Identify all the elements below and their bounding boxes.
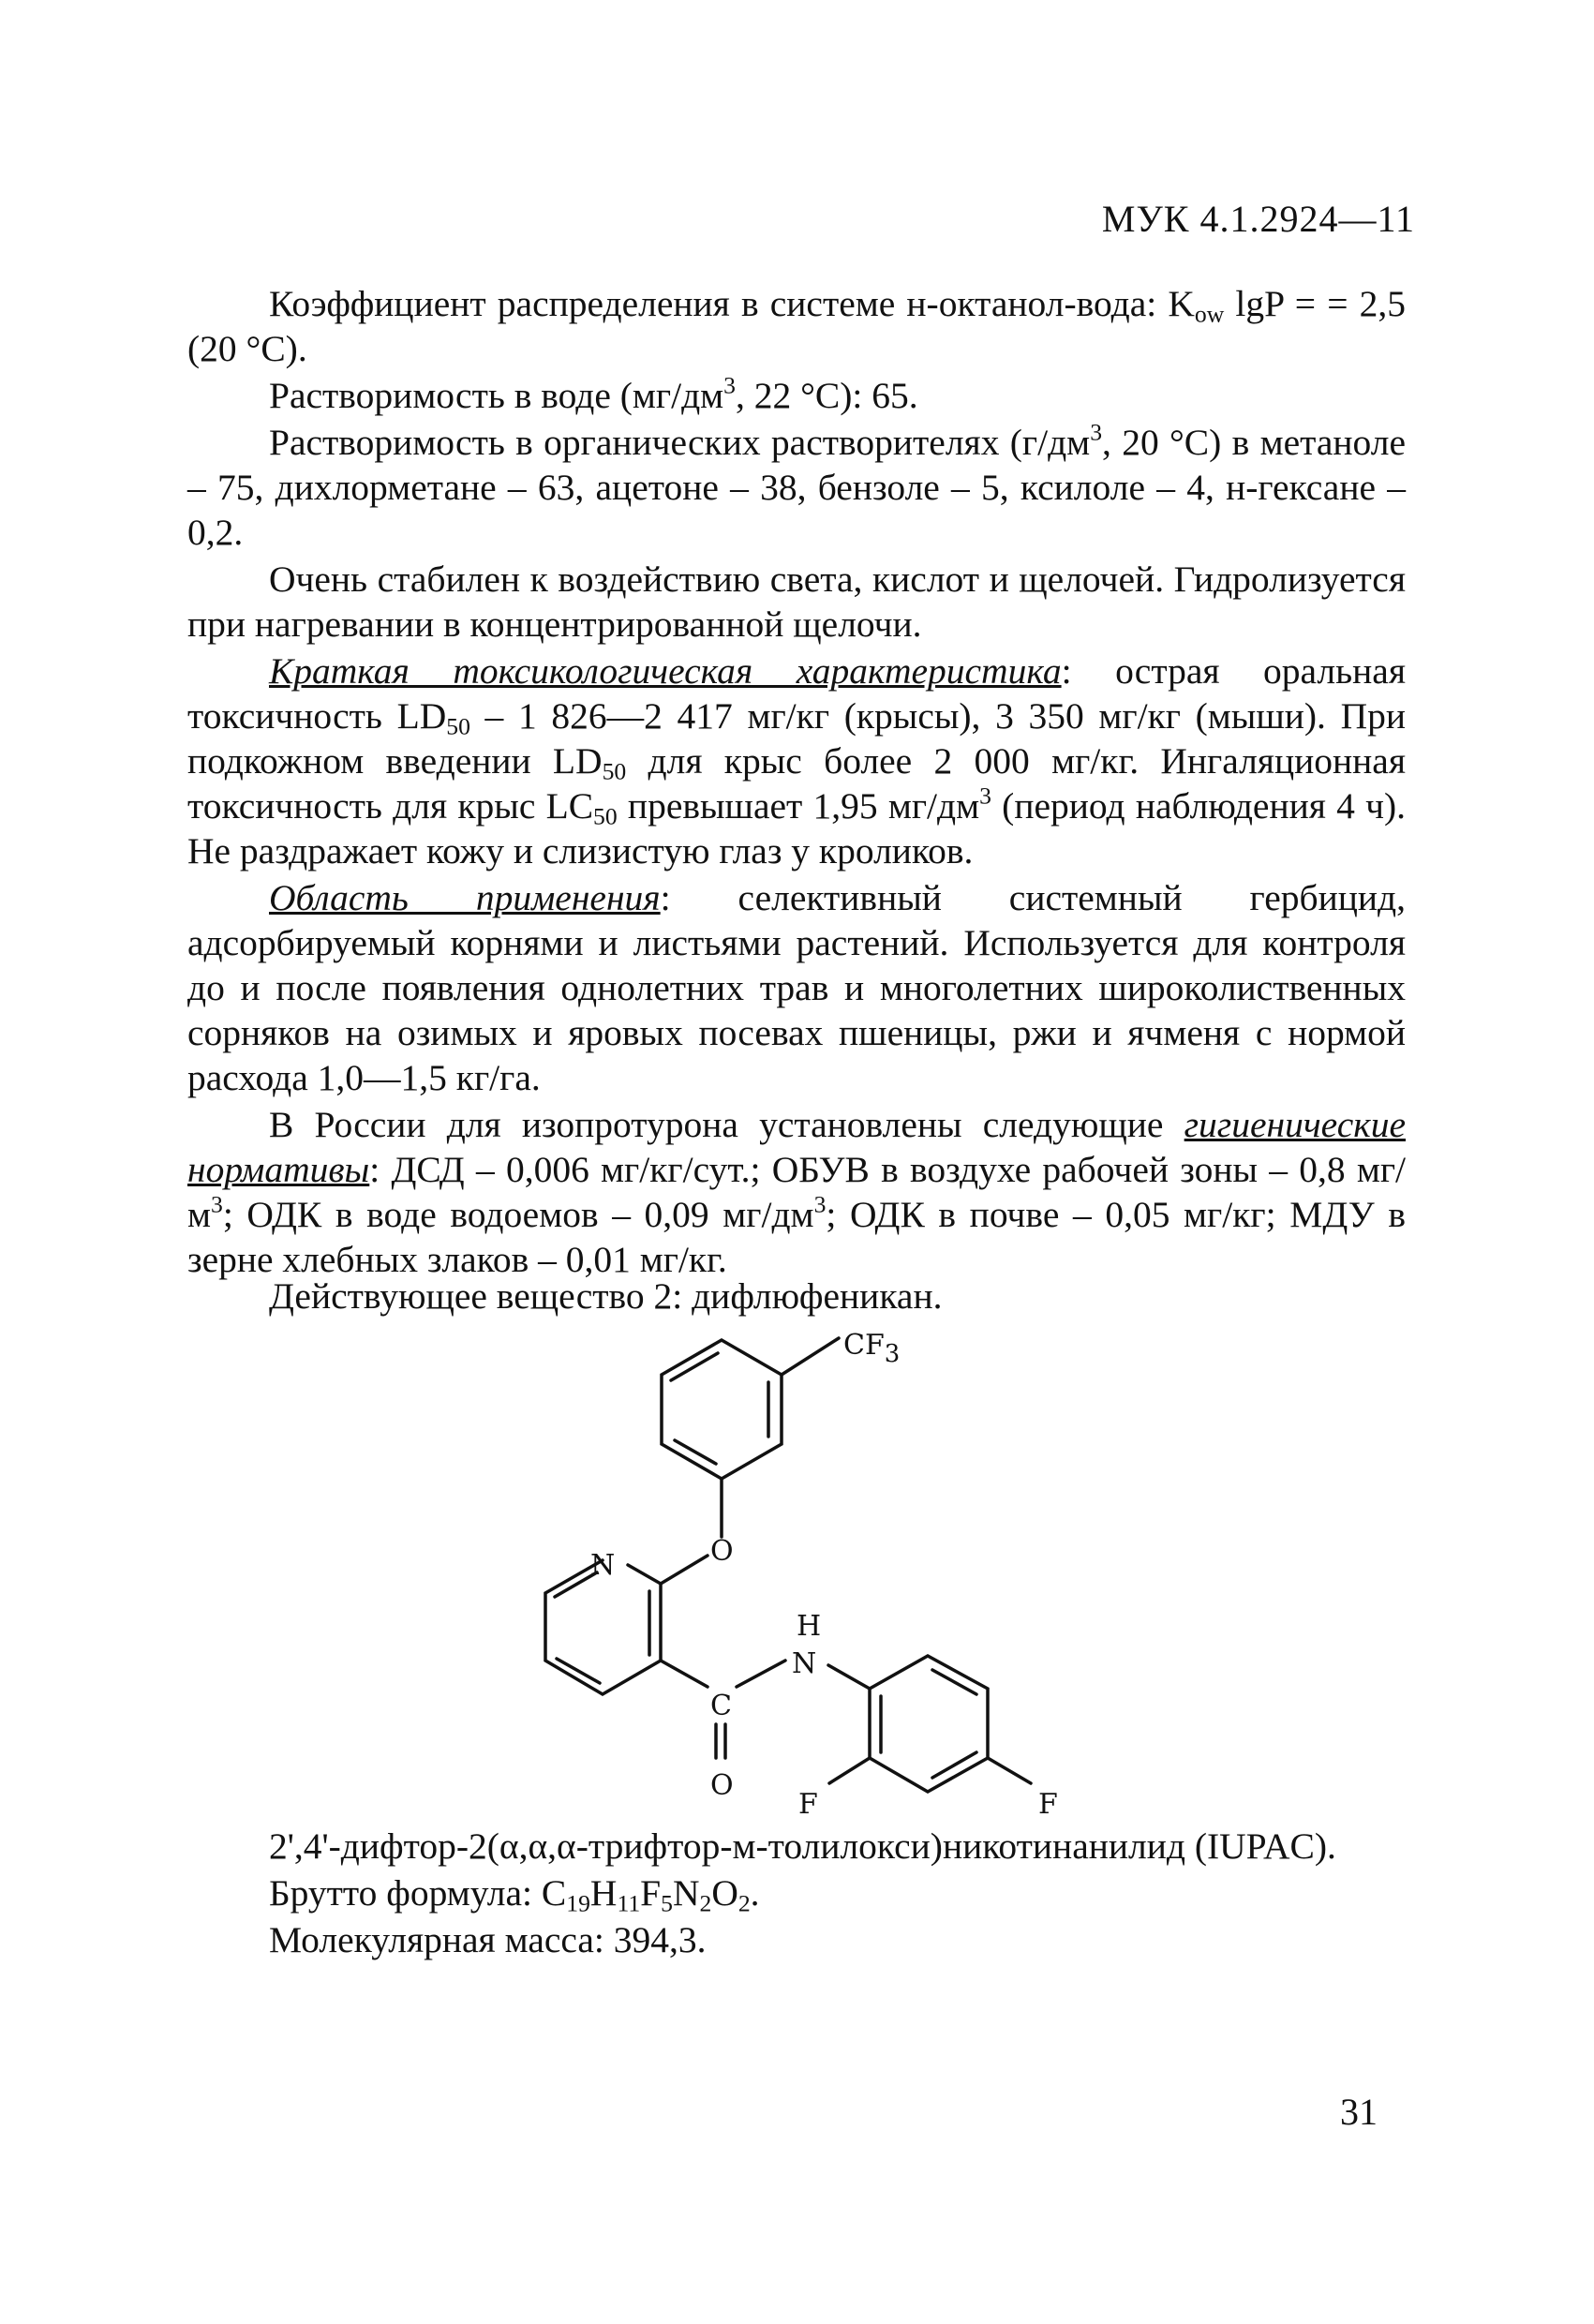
gross-formula: Брутто формула: $C_{19}H_{11}F_5N_2O_2$. bbox=[269, 1872, 760, 1917]
bond-to-f2 bbox=[988, 1758, 1031, 1783]
amide-h-label: H bbox=[797, 1610, 822, 1643]
p1-rest: lgP = = 2,5 (20 °С). bbox=[187, 283, 1406, 369]
amide-n-label: N bbox=[792, 1647, 817, 1680]
phenyl-ring bbox=[662, 1340, 782, 1479]
bond-c-to-n bbox=[737, 1661, 785, 1687]
hygienic-norms-label: гигиенические нормативы bbox=[187, 1104, 1406, 1190]
p2-rest: , 22 °С): 65. bbox=[736, 375, 918, 416]
p5-b: – 1 826—2 417 мг/кг (крысы), 3 350 мг/кг (мыши). При подкожном введении LD bbox=[187, 695, 1406, 782]
p5-sub1: 50 bbox=[446, 712, 470, 740]
application-label: Область применения bbox=[269, 877, 661, 918]
p7-sup1: 3 bbox=[211, 1190, 223, 1218]
p1-sub: ow bbox=[1194, 300, 1225, 328]
phenyl-double-bond-3 bbox=[675, 1440, 716, 1464]
p7-a: В России для изопротурона установлены следующие bbox=[269, 1104, 1184, 1145]
carbonyl-o-label: O bbox=[710, 1769, 734, 1802]
p7-sup2: 3 bbox=[813, 1190, 827, 1218]
bond-o-to-pyridine bbox=[661, 1556, 708, 1584]
cf3-label: CF3 bbox=[843, 1329, 901, 1368]
ring2-double-bond-3 bbox=[932, 1752, 976, 1778]
page-number: 31 bbox=[1340, 2091, 1378, 2133]
p2-sup: 3 bbox=[723, 371, 736, 399]
compound-info bbox=[269, 1823, 1336, 1963]
p5-d: превышает 1,95 мг/дм bbox=[617, 785, 980, 827]
toxicology-label: Краткая токсикологическая характеристика bbox=[269, 650, 1062, 692]
p5-sub3: 50 bbox=[593, 802, 618, 830]
bond-to-f1 bbox=[829, 1758, 870, 1783]
fluorine-2-label: F bbox=[1038, 1788, 1058, 1821]
molecular-mass: Молекулярная масса: 394,3. bbox=[269, 1919, 707, 1960]
formula-label: Брутто формула: bbox=[269, 1872, 542, 1914]
p7-d: ; ОДК в почве – 0,05 мг/кг; МДУ в зерне хлебных злаков – 0,01 мг/кг. bbox=[187, 1194, 1406, 1280]
p5-sub2: 50 bbox=[602, 757, 627, 785]
ether-o-label: O bbox=[710, 1535, 734, 1568]
paragraph-stability: Очень стабилен к воздействию света, кислот и щелочей. Гидролизуется при нагревании в концентрированной щелочи. bbox=[187, 559, 1406, 645]
p7-c: ; ОДК в воде водоемов – 0,09 мг/дм bbox=[222, 1194, 814, 1235]
p3-rest: , 20 °С) в метаноле – 75, дихлорметане – 63, ацетоне – 38, бензоле – 5, ксилоле – 4, н-гексане – 0,2. bbox=[187, 422, 1406, 553]
document-code-header: МУК 4.1.2924—11 bbox=[1101, 198, 1415, 240]
p5-c: для крыс более 2 000 мг/кг. Ингаляционная токсичность для крыс LC bbox=[187, 740, 1406, 827]
bond-to-cf3 bbox=[782, 1338, 839, 1375]
bond-to-carbonyl bbox=[661, 1661, 708, 1687]
p5-a: : острая оральная токсичность LD bbox=[187, 650, 1406, 737]
carbonyl-c-label: C bbox=[710, 1690, 732, 1722]
p3-text: Растворимость в органических растворителях (г/дм bbox=[269, 422, 1091, 463]
iupac-name: 2',4'-дифтор-2(α,α,α-трифтор-м-толилокси)никотинанилид (IUPAC). bbox=[269, 1825, 1336, 1867]
fluorine-1-label: F bbox=[798, 1788, 818, 1821]
pyridine-n-label: N bbox=[590, 1549, 616, 1582]
p3-sup: 3 bbox=[1090, 418, 1103, 446]
difluorophenyl-ring bbox=[870, 1656, 988, 1792]
p2-text: Растворимость в воде (мг/дм bbox=[269, 375, 724, 416]
p1-text: Коэффициент распределения в системе н-октанол-вода: K bbox=[269, 283, 1195, 324]
p5-sup: 3 bbox=[979, 782, 991, 810]
ring2-double-bond-1 bbox=[932, 1670, 976, 1694]
active-substance-title: Действующее вещество 2: дифлюфеникан. bbox=[269, 1275, 943, 1317]
p6-text: : селективный системный гербицид, адсорбируемый корнями и листьями растений. Используется для контроля до и после появления однолетних трав и многолетних широколиственных сорняков на озимых и яровых посевах пшеницы, ржи и ячменя с нормой расхода 1,0—1,5 кг/га. bbox=[187, 877, 1406, 1098]
bond-n-to-ring bbox=[828, 1665, 870, 1689]
p7-b: : ДСД – 0,006 мг/кг/сут.; ОБУВ в воздухе рабочей зоны – 0,8 мг/м bbox=[187, 1149, 1406, 1235]
p5-e: (период наблюдения 4 ч). Не раздражает кожу и слизистую глаз у кроликов. bbox=[187, 785, 1406, 872]
